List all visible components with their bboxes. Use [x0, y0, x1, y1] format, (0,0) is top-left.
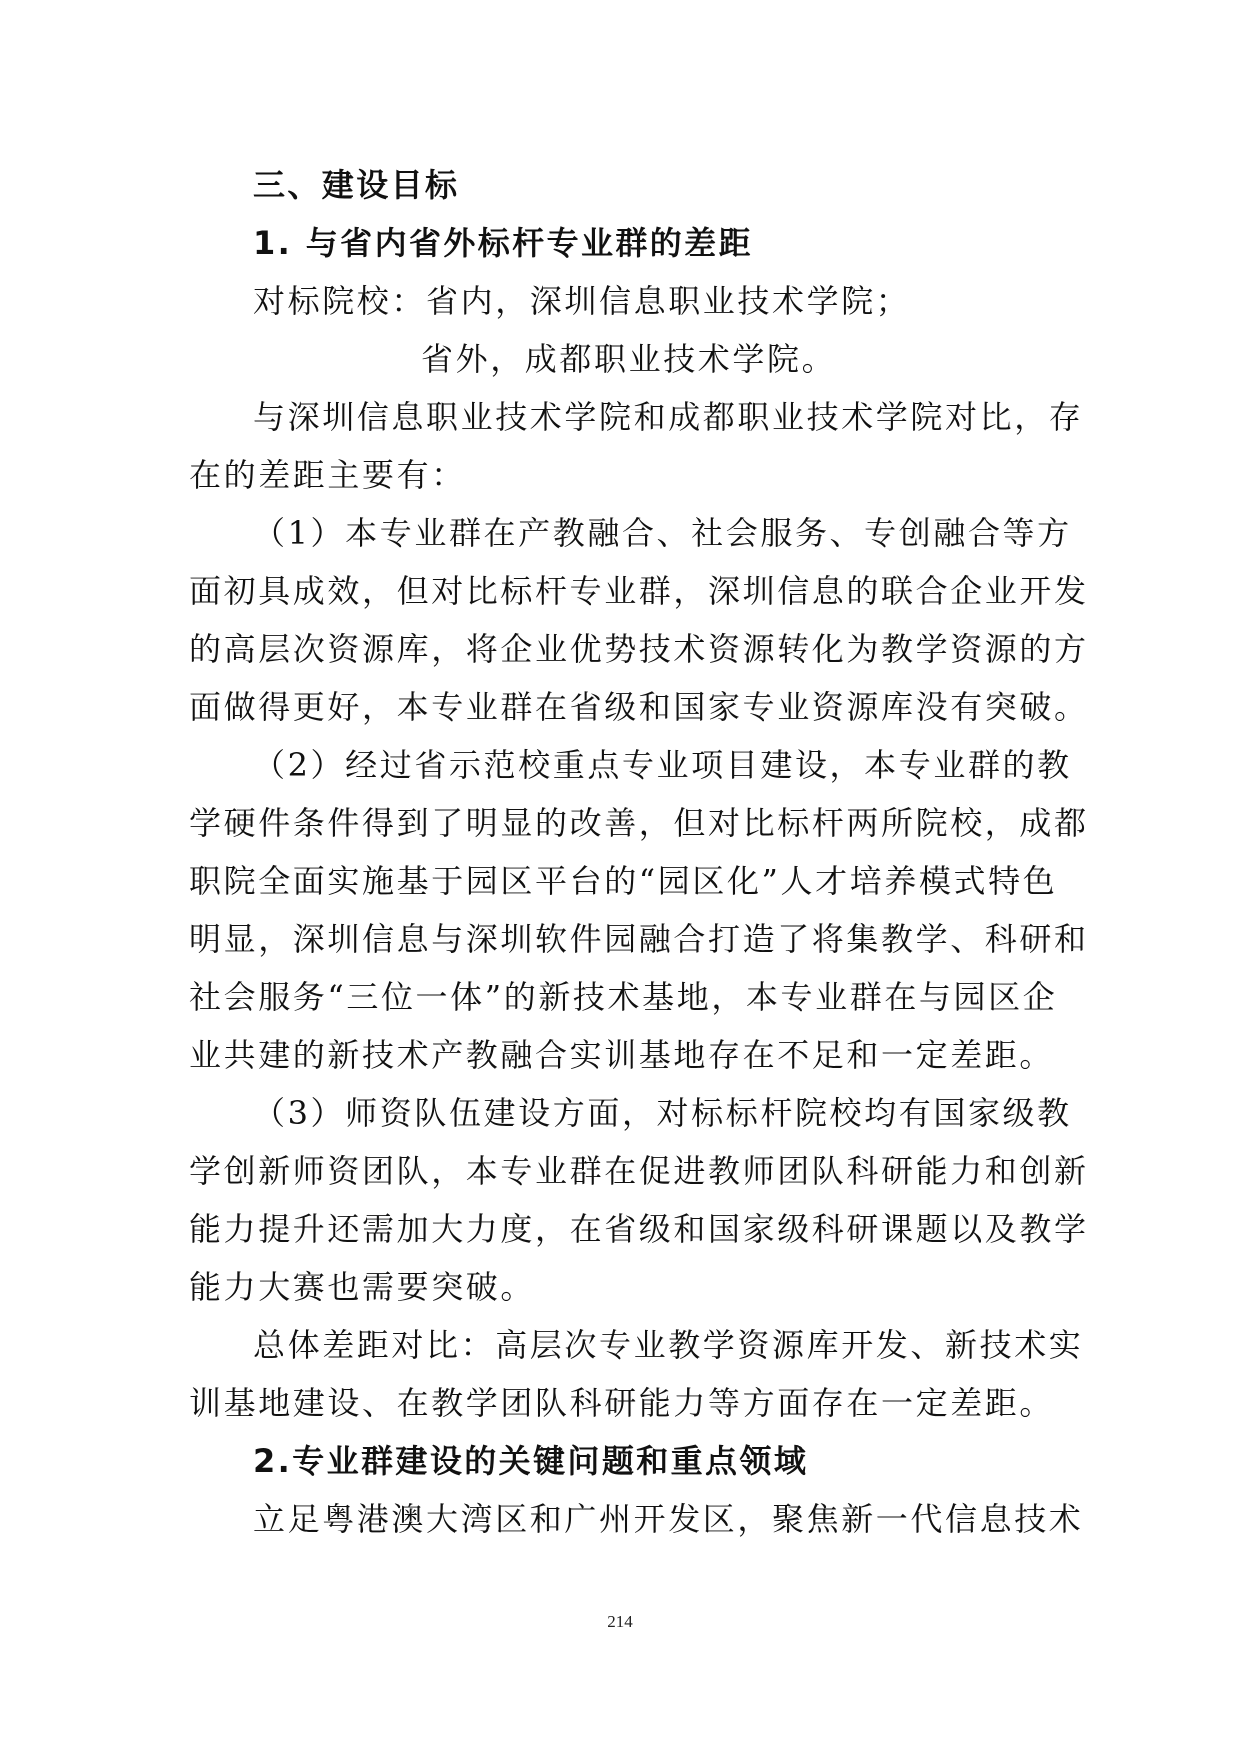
paragraph-line: 总体差距对比：高层次专业教学资源库开发、新技术实 [253, 1326, 1084, 1364]
paragraph-line: 与深圳信息职业技术学院和成都职业技术学院对比，存 [253, 398, 1084, 436]
paragraph-line: （2）经过省示范校重点专业项目建设，本专业群的教 [253, 746, 1072, 784]
paragraph-line: 社会服务“三位一体”的新技术基地，本专业群在与园区企 [189, 978, 1058, 1016]
paragraph-line: 在的差距主要有： [189, 456, 466, 494]
benchmark-line: 省外，成都职业技术学院。 [421, 340, 837, 378]
subheading-benchmark-gap: 1. 与省内省外标杆专业群的差距 [253, 224, 753, 262]
paragraph-line: 能力大赛也需要突破。 [189, 1268, 536, 1306]
page-number: 214 [607, 1612, 633, 1631]
paragraph-line: 职院全面实施基于园区平台的“园区化”人才培养模式特色 [189, 862, 1058, 900]
paragraph-line: （1）本专业群在产教融合、社会服务、专创融合等方 [253, 514, 1072, 552]
paragraph-line: 立足粤港澳大湾区和广州开发区，聚焦新一代信息技术 [253, 1500, 1084, 1538]
paragraph-line: 的高层次资源库，将企业优势技术资源转化为教学资源的方 [189, 630, 1089, 668]
body-text [189, 156, 1089, 1548]
paragraph-line: 面初具成效，但对比标杆专业群，深圳信息的联合企业开发 [189, 572, 1089, 610]
section-heading: 三、建设目标 [253, 166, 460, 204]
paragraph-line: 面做得更好，本专业群在省级和国家专业资源库没有突破。 [189, 688, 1089, 726]
paragraph-line: 业共建的新技术产教融合实训基地存在不足和一定差距。 [189, 1036, 1055, 1074]
paragraph-line: 学硬件条件得到了明显的改善，但对比标杆两所院校，成都 [189, 804, 1089, 842]
paragraph-line: 明显，深圳信息与深圳软件园融合打造了将集教学、科研和 [189, 920, 1089, 958]
paragraph-line: 能力提升还需加大力度，在省级和国家级科研课题以及教学 [189, 1210, 1089, 1248]
subheading-key-issues: 2.专业群建设的关键问题和重点领域 [253, 1442, 809, 1480]
paragraph-line: （3）师资队伍建设方面，对标标杆院校均有国家级教 [253, 1094, 1072, 1132]
paragraph-line: 训基地建设、在教学团队科研能力等方面存在一定差距。 [189, 1384, 1055, 1422]
paragraph-line: 学创新师资团队，本专业群在促进教师团队科研能力和创新 [189, 1152, 1089, 1190]
benchmark-line: 对标院校：省内，深圳信息职业技术学院； [253, 282, 911, 320]
